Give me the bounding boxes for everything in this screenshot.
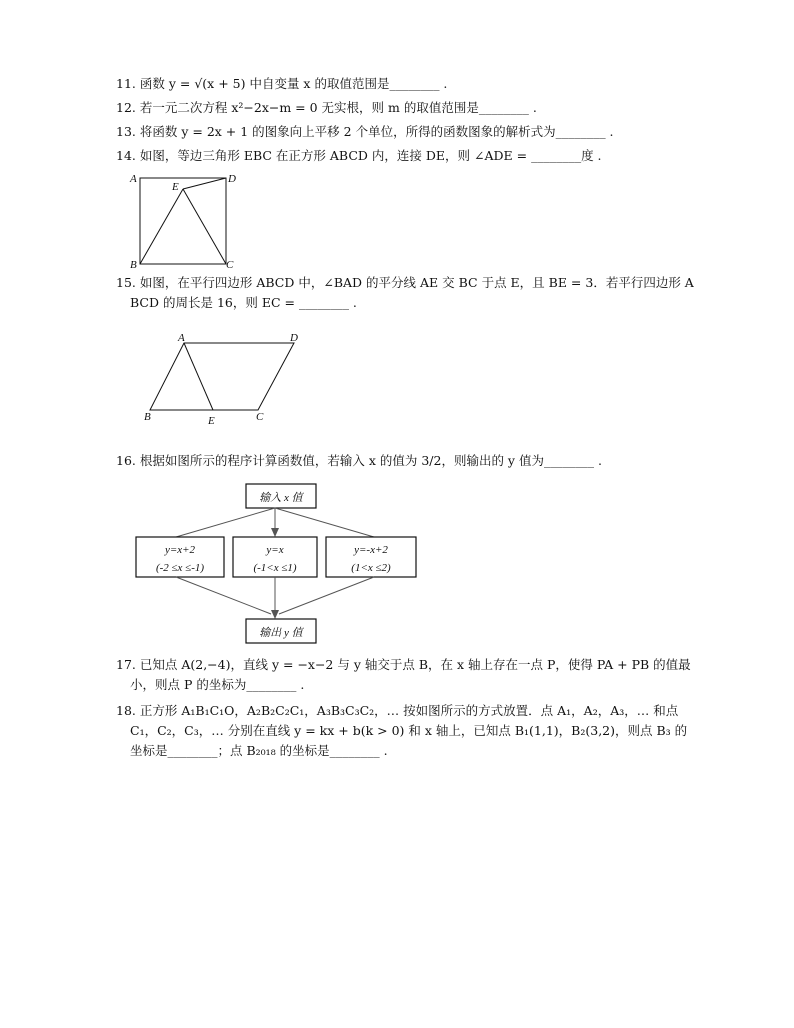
question-number: 15. bbox=[116, 275, 136, 290]
question-number: 17. bbox=[116, 657, 136, 672]
question-text-line2: 小，则点 P 的坐标为________ . bbox=[130, 677, 305, 692]
point-label-c: C bbox=[256, 411, 264, 423]
segment-ae bbox=[184, 343, 213, 410]
question-14 bbox=[116, 146, 602, 166]
question-text-line3: 坐标是________；点 B₂₀₁₈ 的坐标是________ . bbox=[130, 743, 388, 758]
question-number: 16. bbox=[116, 453, 136, 468]
question-text-line2: BCD 的周长是 16，则 EC = ________ . bbox=[130, 295, 357, 310]
question-12 bbox=[116, 98, 537, 118]
question-18 bbox=[116, 701, 687, 761]
question-17 bbox=[116, 655, 691, 695]
segment-be bbox=[140, 189, 183, 264]
point-label-b: B bbox=[130, 259, 137, 271]
question-text-line1: 如图，在平行四边形 ABCD 中，∠BAD 的平分线 AE 交 BC 于点 E，且 BE = 3．若平行四边形 A bbox=[139, 275, 694, 290]
question-text-line1: 已知点 A(2,−4)，直线 y = −x−2 与 y 轴交于点 B，在 x 轴上存在一点 P，使得 PA + PB 的值最 bbox=[139, 657, 691, 672]
connector bbox=[279, 577, 374, 614]
question-text: 若一元二次方程 x²−2x−m = 0 无实根，则 m 的取值范围是________ . bbox=[139, 100, 537, 115]
point-label-a: A bbox=[178, 332, 185, 344]
point-label-b: B bbox=[144, 411, 151, 423]
point-label-d: D bbox=[228, 173, 236, 185]
question-13 bbox=[116, 122, 614, 142]
branch-formula: y=x bbox=[266, 544, 284, 556]
branch-domain: (-1<x ≤1) bbox=[253, 562, 297, 574]
point-label-d: D bbox=[290, 332, 298, 344]
figure-square-triangle bbox=[128, 168, 240, 270]
question-text-line2: C₁，C₂，C₃，… 分别在直线 y = kx + b(k > 0) 和 x 轴上，已知点 B₁(1,1)，B₂(3,2)，则点 B₃ 的 bbox=[130, 723, 688, 738]
connector bbox=[176, 577, 271, 614]
flowchart bbox=[130, 480, 430, 650]
question-text: 函数 y = √(x + 5) 中自变量 x 的取值范围是________ . bbox=[139, 76, 448, 91]
branch-domain: (1<x ≤2) bbox=[351, 562, 391, 574]
branch-domain: (-2 ≤x ≤-1) bbox=[155, 562, 205, 574]
connector bbox=[176, 508, 275, 537]
question-number: 18. bbox=[116, 703, 136, 718]
question-number: 14. bbox=[116, 148, 136, 163]
question-text: 如图，等边三角形 EBC 在正方形 ABCD 内，连接 DE，则 ∠ADE = ________度 . bbox=[139, 148, 602, 163]
point-label-c: C bbox=[226, 259, 234, 271]
point-label-e: E bbox=[172, 181, 179, 193]
question-text: 将函数 y = 2x + 1 的图象向上平移 2 个单位，所得的函数图象的解析式为________ . bbox=[139, 124, 614, 139]
figure-parallelogram bbox=[140, 330, 310, 430]
question-number: 11. bbox=[116, 76, 136, 91]
question-number: 13. bbox=[116, 124, 136, 139]
branch-formula: y=x+2 bbox=[164, 544, 196, 556]
point-label-e: E bbox=[208, 415, 215, 427]
branch-formula: y=-x+2 bbox=[354, 544, 388, 556]
point-label-a: A bbox=[130, 173, 137, 185]
connector bbox=[275, 508, 374, 537]
question-text: 根据如图所示的程序计算函数值，若输入 x 的值为 3/2，则输出的 y 值为________ . bbox=[139, 453, 602, 468]
question-number: 12. bbox=[116, 100, 136, 115]
segment-de bbox=[183, 178, 226, 189]
flowchart-input-label: 输入 x 值 bbox=[259, 492, 303, 504]
flowchart-output-label: 输出 y 值 bbox=[259, 627, 303, 639]
question-11 bbox=[116, 74, 447, 94]
arrowhead bbox=[271, 610, 279, 619]
square-abcd bbox=[140, 178, 226, 264]
segment-ce bbox=[183, 189, 226, 264]
question-15 bbox=[116, 273, 694, 313]
parallelogram-abcd bbox=[150, 343, 294, 410]
question-16 bbox=[116, 451, 602, 471]
question-text-line1: 正方形 A₁B₁C₁O，A₂B₂C₂C₁，A₃B₃C₃C₂，… 按如图所示的方式放置．点 A₁，A₂，A₃，… 和点 bbox=[139, 703, 679, 718]
